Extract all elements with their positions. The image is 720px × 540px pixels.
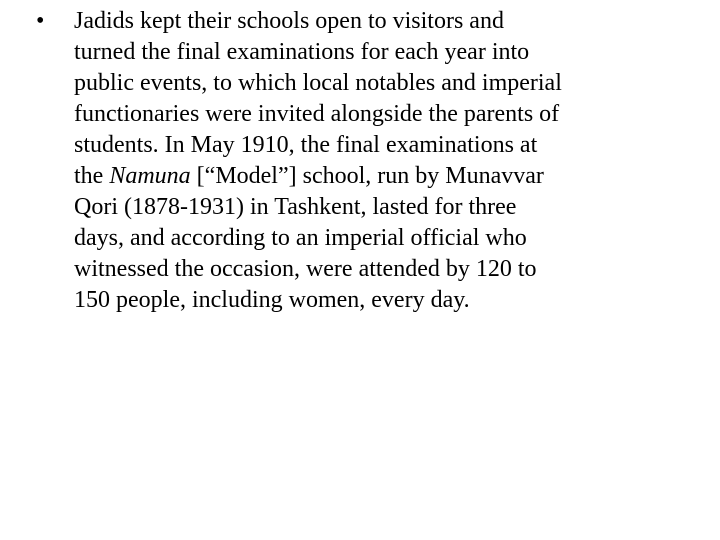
paragraph-line: Jadids kept their schools open to visitors and [74,8,504,34]
paragraph-line: turned the final examinations for each year into [74,39,530,65]
paragraph-line: public events, to which local notables and imperial [74,70,562,96]
text-segment: the [74,163,110,189]
bullet-item [36,6,676,316]
bullet-dot-icon: • [36,8,45,34]
bullet-list [36,6,676,316]
school-name-italic: Namuna [109,163,191,189]
text-segment: [“Model”] school, run by Munavvar [190,163,544,189]
paragraph-line [74,161,676,192]
paragraph-line: 150 people, including women, every day. [74,287,470,313]
paragraph-line: functionaries were invited alongside the parents of [74,101,560,127]
paragraph-line: witnessed the occasion, were attended by 120 to [74,256,537,282]
paragraph-line: Qori (1878-1931) in Tashkent, lasted for three [74,194,517,220]
paragraph-line: days, and according to an imperial official who [74,225,527,251]
paragraph-line: students. In May 1910, the final examinations at [74,132,538,158]
